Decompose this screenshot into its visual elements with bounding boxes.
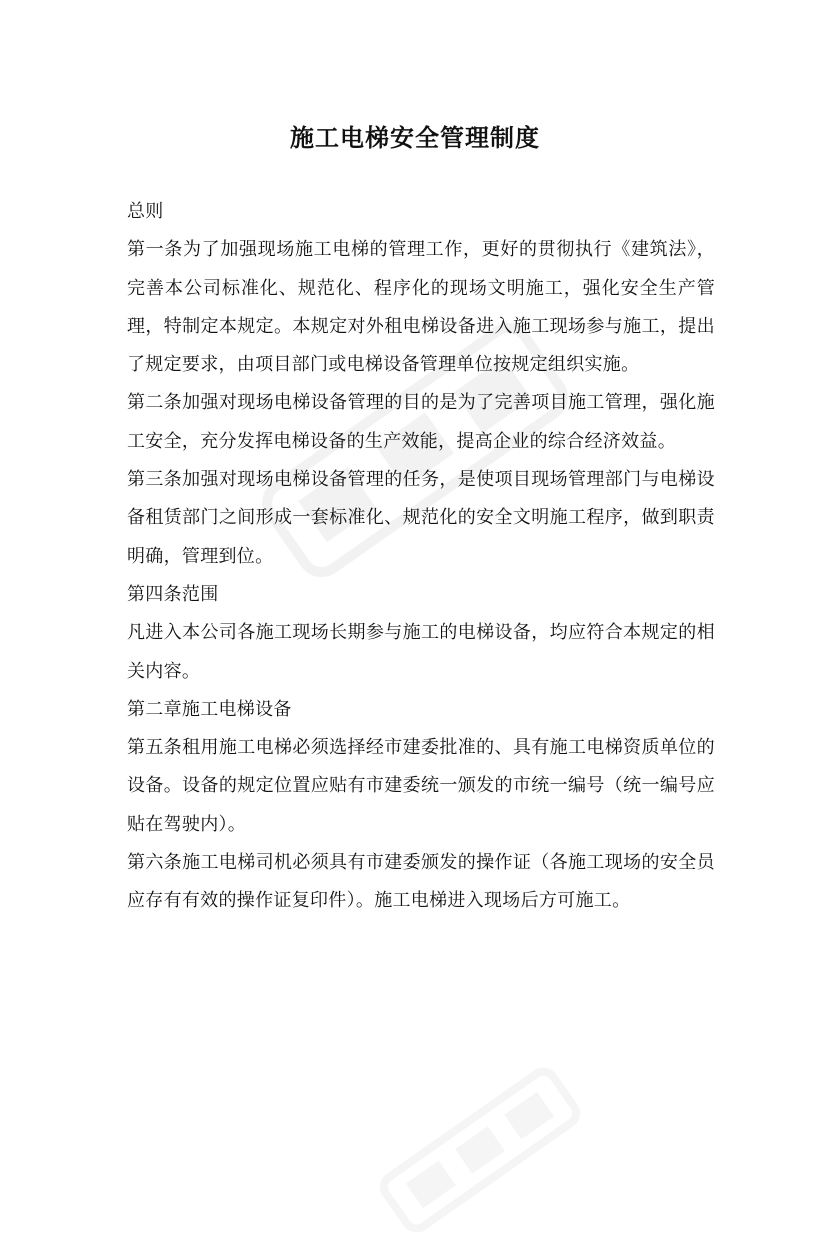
document-title: 施工电梯安全管理制度 [290, 124, 540, 152]
article-4-text: 凡进入本公司各施工现场长期参与施工的电梯设备，均应符合本规定的相关内容。 [127, 622, 715, 682]
chapter-2-heading: 第二章施工电梯设备 [127, 698, 292, 720]
article-2: 第二条加强对现场电梯设备管理的目的是为了完善项目施工管理，强化施工安全，充分发挥电梯设备的生产效能，提高企业的综合经济效益。 [127, 392, 715, 452]
article-4-heading: 第四条范围 [127, 583, 219, 605]
watermark-logo-bottom [367, 1054, 593, 1246]
article-5: 第五条租用施工电梯必须选择经市建委批准的、具有施工电梯资质单位的设备。设备的规定位置应贴有市建委统一颁发的市统一编号（统一编号应贴在驾驶内）。 [127, 737, 715, 835]
document-body [127, 193, 715, 921]
section-heading-general: 总则 [127, 201, 164, 222]
article-3: 第三条加强对现场电梯设备管理的任务，是使项目现场管理部门与电梯设备租赁部门之间形成一套标准化、规范化的安全文明施工程序，做到职责明确，管理到位。 [127, 469, 715, 567]
article-6: 第六条施工电梯司机必须具有市建委颁发的操作证（各施工现场的安全员应存有有效的操作证复印件）。施工电梯进入现场后方可施工。 [127, 852, 715, 912]
article-1: 第一条为了加强现场施工电梯的管理工作，更好的贯彻执行《建筑法》，完善本公司标准化、规范化、程序化的现场文明施工，强化安全生产管理，特制定本规定。本规定对外租电梯设备进入施工现场参与施工，提出了规定要求，由项目部门或电梯设备管理单位按规定组织实施。 [127, 239, 715, 376]
